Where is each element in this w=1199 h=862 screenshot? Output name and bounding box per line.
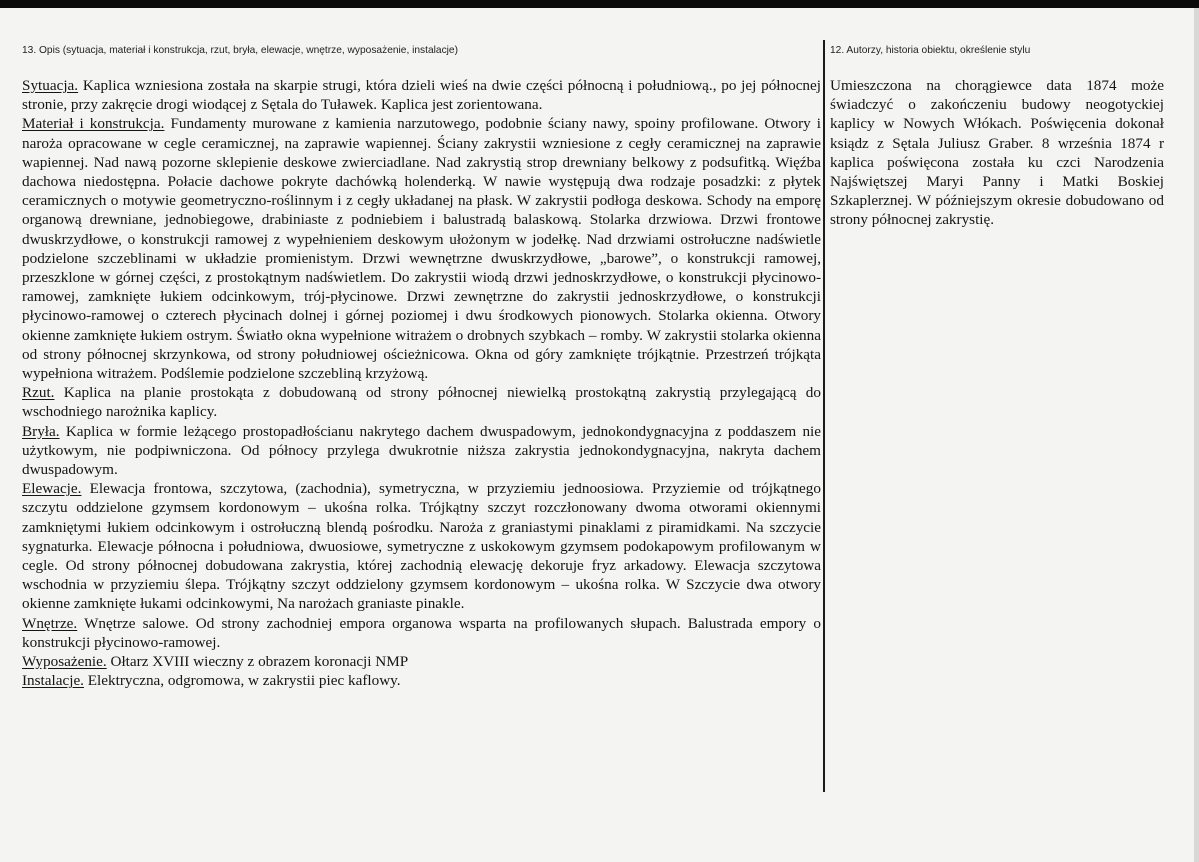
history-column [830, 76, 1164, 230]
section-text: Ołtarz XVIII wieczny z obrazem koronacji NMP [106, 653, 409, 671]
section-text: Wnętrze salowe. Od strony zachodniej empora organowa wsparta na profilowanych słupach. Balustrada empory o konstrukcji płycinowo-ramowej. [22, 614, 821, 651]
section-elevations [22, 479, 821, 613]
section-situation [22, 76, 821, 114]
section-plan [22, 383, 821, 421]
description-column [22, 76, 821, 691]
description-header: 13. Opis (sytuacja, materiał i konstrukcja, rzut, bryła, elewacje, wnętrze, wyposażenie, instalacje) [22, 45, 458, 56]
scan-top-border [0, 0, 1199, 8]
section-label: Elewacje. [22, 480, 82, 498]
section-text: Fundamenty murowane z kamienia narzutowego, podobnie ściany nawy, spoiny profilowane. Otwory i naroża opracowane w cegle ceramicznej, na zaprawie wapiennej. Ściany zakrystii wzniesione z cegły ceramicznej na zaprawie wapiennej. Nad nawą pozorne sklepienie deskowe zwierciadlane. Nad zakrystią strop drewniany belkowy z podsufitką. Więźba dachowa niedostępna. Połacie dachowe pokryte dachówką holenderką. W nawie występują dwa rodzaje posadzki: z płytek ceramicznych o motywie geometryczno-roślinnym i z cegły układanej na płask. W zakrystii podłoga deskowa. Schody na emporę organową drewniane, jednobiegowe, drabiniaste z podniebiem i balustradą balaskową. Stolarka drzwiowa. Drzwi frontowe dwuskrzydłowe, o konstrukcji ramowej z wypełnieniem deskowym ułożonym w jodełkę. Nad drzwiami ostrołuczne nadświetle podzielone szczeblinami w układzie promienistym. Drzwi wewnętrzne dwuskrzydłowe, „barowe”, o konstrukcji ramowej, przeszklone w górnej części, z prostokątnym nadświetlem. Do zakrystii wiodą drzwi jednoskrzydłowe, o konstrukcji płycinowo-ramowej, zamknięte łukiem odcinkowym, trój-płycinowe. Drzwi zewnętrzne do zakrystii jednoskrzydłowe, o konstrukcji płycinowo-ramowej o czterech płycinach dolnej i górnej poziomej i dwu środkowych pionowych. Stolarka okienna. Otwory okienne zamknięte łukiem ostrym. Światło okna wypełnione witrażem o drobnych szybkach – romby. W zakrystii stolarka okienna od strony północnej skrzynkowa, od strony południowej ościeżnicowa. Okna od góry zamknięte trójkątnie. Przestrzeń trójkąta wypełniona witrażem. Podślemie podzielone szczebliną krzyżową. [22, 115, 821, 383]
section-label: Bryła. [22, 422, 60, 440]
section-material [22, 114, 821, 383]
section-label: Wnętrze. [22, 614, 78, 632]
history-header: 12. Autorzy, historia obiektu, określenie stylu [830, 45, 1031, 56]
history-text: Umieszczona na chorągiewce data 1874 może świadczyć o zakończeniu budowy neogotyckiej kaplicy w Nowych Włókach. Poświęcenia dokonał ksiądz z Sętala Juliusz Graber. 8 września 1874 r kaplica poświęcona została ku czci Narodzenia Najświętszej Maryi Panny i Matki Boskiej Szkaplerznej. W późniejszym okresie dobudowano od strony północnej zakrystię. [830, 77, 1164, 229]
section-label: Rzut. [22, 384, 55, 402]
section-text: Kaplica w formie leżącego prostopadłościanu nakrytego dachem dwuspadowym, jednokondygnacyjna z poddaszem nie użytkowym, nie podpiwniczona. Od północy przylega dwukrotnie niższa zakrystia jednokondygnacyjna, nakryta dachem dwuspadowym. [22, 422, 821, 479]
section-label: Materiał i konstrukcja. [22, 115, 165, 133]
section-label: Wyposażenie. [22, 653, 107, 671]
section-interior [22, 614, 821, 652]
section-text: Elewacja frontowa, szczytowa, (zachodnia), symetryczna, w przyziemiu jednoosiowa. Przyziemie od trójkątnego szczytu oddzielone gzymsem kordonowym – ukośna rolka. Trójkątny szczyt rozczłonowany dwoma otworami okiennymi zamkniętymi łukiem odcinkowym i ostrołuczną blendą pośrodku. Naroża z graniastymi pinaklami z piramidkami. Na szczycie sygnaturka. Elewacje północna i południowa, dwuosiowe, symetryczne z uskokowym gzymsem podokapowym profilowanym w cegle. Od strony północnej dobudowana zakrystia, której zachodnią elewację dekoruje fryz arkadowy. Elewacja szczytowa wschodnia w przyziemiu ślepa. Trójkątny szczyt oddzielony gzymsem kordonowym – ukośna rolka. W Szczycie dwa otwory okienne zamknięte łukami odcinkowymi, Na narożach graniaste pinakle. [22, 480, 821, 613]
scan-right-edge [1194, 8, 1199, 862]
section-text: Elektryczna, odgromowa, w zakrystii piec kaflowy. [83, 672, 401, 690]
section-body [22, 422, 821, 480]
section-label: Sytuacja. [22, 77, 79, 94]
section-text: Kaplica na planie prostokąta z dobudowaną od strony północnej niewielką prostokątną zakrystią przylegającą do wschodniego narożnika kaplicy. [22, 384, 821, 421]
section-text: Kaplica wzniesiona została na skarpie strugi, która dzieli wieś na dwie części północną i południową., po jej północnej stronie, przy zakręcie drogi wiodącej z Sętala do Tuławek. Kaplica jest zorientowana. [22, 77, 821, 114]
section-label: Instalacje. [22, 672, 84, 690]
column-divider [823, 40, 825, 792]
section-installations [22, 671, 821, 690]
section-furnishings [22, 652, 821, 671]
